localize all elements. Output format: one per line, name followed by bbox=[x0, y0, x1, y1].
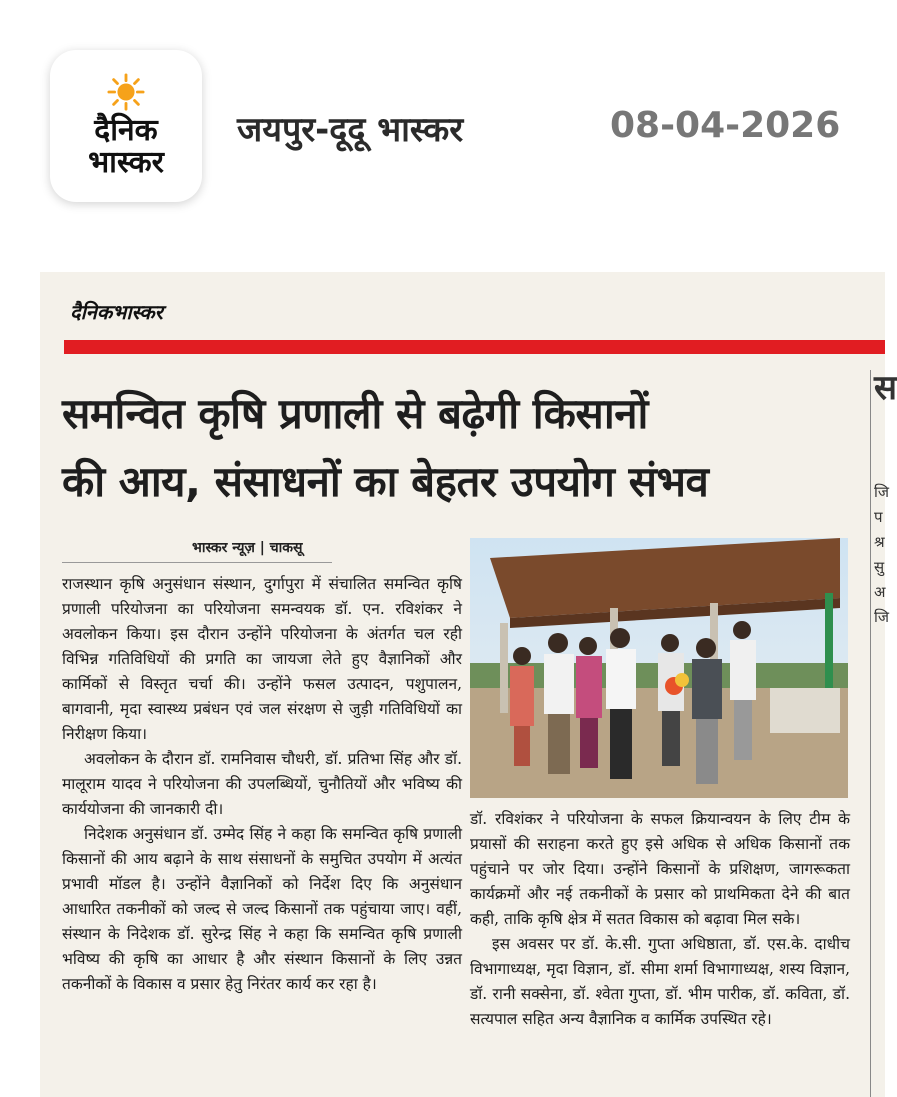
clipping-masthead: दैनिकभास्कर bbox=[70, 300, 163, 324]
headline bbox=[62, 380, 842, 516]
paragraph: इस अवसर पर डॉ. के.सी. गुप्ता अधिष्ठाता, डॉ. एस.के. दाधीच विभागाध्यक्ष, मृदा विज्ञान, डॉ. सीमा शर्मा विभागाध्यक्ष, शस्य विज्ञान, डॉ. रानी सक्सेना, डॉ. श्वेता गुप्ता, डॉ. भीम पारीक, डॉ. कविता, डॉ. सत्यपाल सहित अन्य वैज्ञानिक व कार्मिक उपस्थित रहे। bbox=[470, 935, 850, 1028]
article-photo bbox=[470, 538, 848, 798]
edition-date: 08-04-2026 bbox=[610, 105, 841, 146]
adjacent-article-edge bbox=[870, 368, 897, 1097]
edge-glyph: जि bbox=[874, 483, 890, 501]
red-rule bbox=[64, 340, 885, 354]
edge-glyph: अ bbox=[874, 583, 886, 601]
edition-title: जयपुर-दूदू भास्कर bbox=[237, 110, 464, 150]
dainik-bhaskar-logo[interactable] bbox=[50, 50, 202, 202]
byline: भास्कर न्यूज़ | चाकसू bbox=[192, 540, 303, 556]
edge-glyph: सु bbox=[874, 558, 885, 576]
edge-glyph: श्र bbox=[874, 533, 885, 551]
byline-divider bbox=[62, 562, 332, 563]
headline-line-2: की आय, संसाधनों का बेहतर उपयोग संभव bbox=[62, 457, 709, 506]
logo-line-2: भास्कर bbox=[88, 145, 164, 180]
headline-line-1: समन्वित कृषि प्रणाली से बढ़ेगी किसानों bbox=[62, 389, 648, 438]
paragraph: निदेशक अनुसंधान डॉ. उम्मेद सिंह ने कहा कि समन्वित कृषि प्रणाली किसानों की आय बढ़ाने के साथ संसाधनों के समुचित उपयोग में अत्यंत प्रभावी मॉडल है। उन्होंने वैज्ञानिकों को निर्देश दिए कि अनुसंधान आधारित तकनीकों को जल्द से जल्द किसानों तक पहुंचाया जाए। वहीं, संस्थान के निदेशक डॉ. सुरेन्द्र सिंह ने कहा कि समन्वित कृषि प्रणाली भविष्य की कृषि का आधार है और संस्थान किसानों के लिए उन्नत तकनीकों के विकास व प्रसार हेतु निरंतर कार्य कर रहा है। bbox=[62, 825, 462, 993]
header-bar bbox=[0, 0, 885, 270]
sun-icon bbox=[107, 73, 145, 111]
paragraph: डॉ. रविशंकर ने परियोजना के सफल क्रियान्वयन के लिए टीम के प्रयासों की सराहना करते हुए इसे अधिक से अधिक किसानों तक पहुंचाने पर जोर दिया। उन्होंने किसानों के प्रशिक्षण, जागरूकता कार्यक्रमों और नई तकनीकों के प्रसार को प्राथमिकता देने की बात कही, ताकि कृषि क्षेत्र में सतत विकास को बढ़ावा मिल सके। bbox=[470, 810, 850, 928]
newspaper-clipping bbox=[40, 272, 897, 1097]
paragraph: राजस्थान कृषि अनुसंधान संस्थान, दुर्गापुरा में संचालित समन्वित कृषि प्रणाली परियोजना का परियोजना समन्वयक डॉ. एन. रविशंकर ने अवलोकन किया। इस दौरान उन्होंने परियोजना के अंतर्गत चल रही विभिन्न गतिविधियों की प्रगति का जायजा लेते हुए वैज्ञानिकों और कार्मिकों से विस्तृत चर्चा की। उन्होंने फसल उत्पादन, पशुपालन, बागवानी, मृदा स्वास्थ्य प्रबंधन एवं जल संरक्षण से जुड़ी गतिविधियों का निरीक्षण किया। bbox=[62, 575, 462, 743]
paragraph: अवलोकन के दौरान डॉ. रामनिवास चौधरी, डॉ. प्रतिभा सिंह और डॉ. मालूराम यादव ने परियोजना की उपलब्धियों, चुनौतियों और भविष्य की कार्ययोजना की जानकारी दी। bbox=[62, 750, 462, 818]
logo-line-1: दैनिक bbox=[94, 113, 158, 148]
article-left-column bbox=[62, 572, 462, 997]
edge-glyph: जि bbox=[874, 608, 890, 626]
article-right-column bbox=[470, 807, 850, 1032]
edge-glyph: स bbox=[874, 368, 897, 408]
edge-glyph: प bbox=[874, 508, 883, 526]
